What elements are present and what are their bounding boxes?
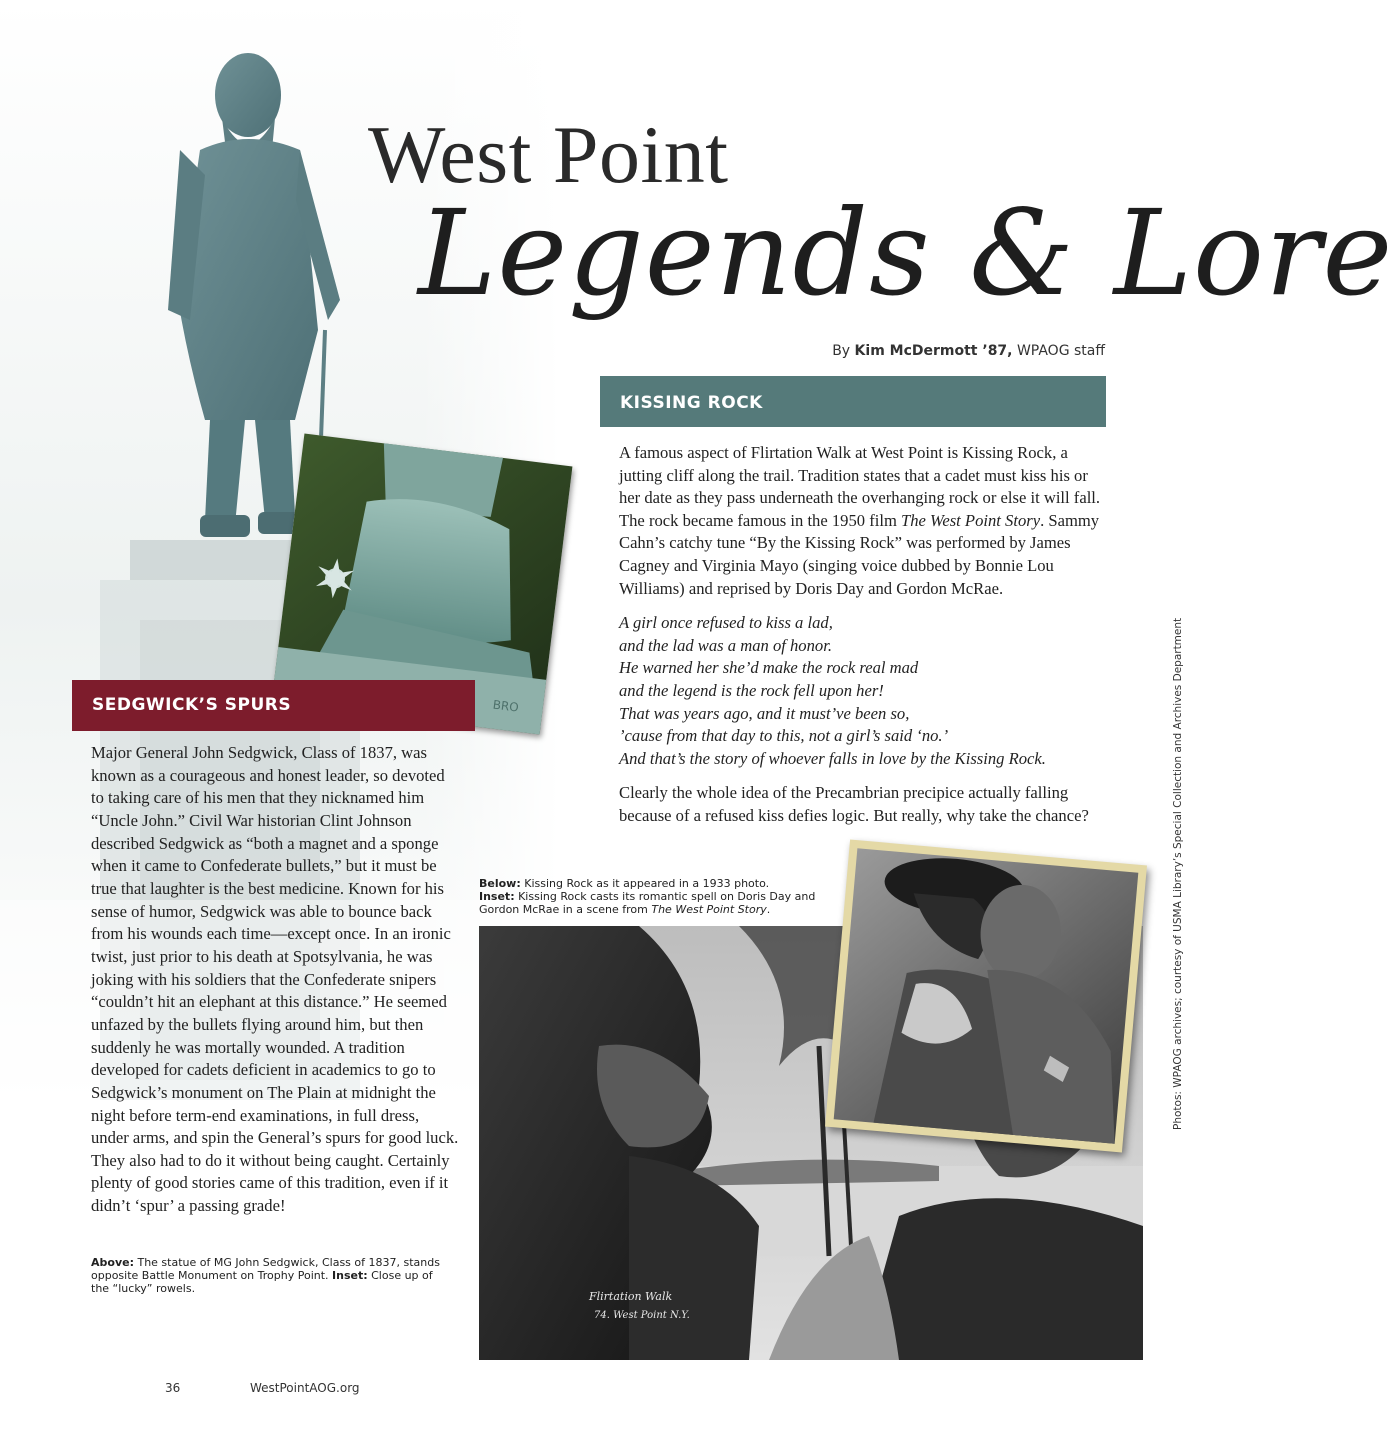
- sedgwick-spurs-heading: SEDGWICK’S SPURS: [72, 680, 475, 731]
- byline-prefix: By: [832, 343, 855, 359]
- byline-author: Kim McDermott ’87,: [854, 343, 1013, 359]
- sedgwick-caption: [91, 1256, 451, 1295]
- poem-line: and the legend is the rock fell upon her!: [619, 680, 884, 700]
- byline: [832, 343, 1105, 359]
- byline-suffix: WPAOG staff: [1012, 343, 1105, 359]
- caption-text: The statue of MG John Sedgwick, Class of 1837, stands opposite Battle Monument on Trophy Point.: [91, 1256, 440, 1282]
- caption-film-title: The West Point Story: [651, 903, 767, 916]
- page-number: 36: [165, 1381, 181, 1395]
- caption-label: Inset:: [332, 1269, 368, 1282]
- poem-line: He warned her she’d make the rock real mad: [619, 658, 919, 678]
- west-point-story-film-still: [825, 840, 1147, 1153]
- caption-text: Kissing Rock as it appeared in a 1933 photo.: [520, 877, 770, 890]
- kissing-rock-intro-end: . Sammy Cahn’s catchy tune “By the Kissing Rock” was performed by James Cagney and Virginia Mayo (singing voice dubbed by Bonnie Lou Williams) and reprised by Doris Day and Gordon McRae.: [619, 510, 1100, 598]
- kissing-rock-heading: KISSING ROCK: [600, 376, 1106, 427]
- film-title: The West Point Story: [901, 510, 1041, 530]
- article-title-line1: West Point: [368, 109, 729, 200]
- poem-line: and the lad was a man of honor.: [619, 635, 832, 655]
- kissing-rock-closing: Clearly the whole idea of the Precambrian precipice actually falling because of a refused kiss defies logic. But really, why take the chance?: [619, 783, 1089, 825]
- article-title-line2: Legends & Lore: [418, 184, 1393, 322]
- poem-line: ’cause from that day to this, not a girl’s said ‘no.’: [619, 726, 949, 746]
- spur-engraving: BRO: [491, 697, 520, 715]
- kissing-rock-caption: [479, 877, 839, 916]
- caption-text: .: [766, 903, 771, 916]
- sedgwick-paragraph: Major General John Sedgwick, Class of 1837, was known as a courageous and honest leader, so devoted to taking care of his men that they nicknamed him “Uncle John.” Civil War historian Clint Johnson described Sedgwick as “both a magnet and a sponge when it came to Confederate bullets,” but it must be true that laughter is the best medicine. Known for his sense of humor, Sedgwick was able to bounce back from his wounds each time—except once. In an ironic twist, just prior to his death at Spotsylvania, he was joking with his soldiers that the Confederate snipers “couldn’t hit an elephant at this distance.” He seemed unfazed by the bullets flying around him, but then suddenly he was mortally wounded. A tradition developed for cadets deficient in academics to go to Sedgwick’s monument on The Plain at midnight the night before term-end examinations, in full dress, under arms, and spin the General’s spurs for good luck. They also had to do it without being caught. Certainly plenty of good stories came of this tradition, even if it didn’t ‘spur’ a passing grade!: [91, 743, 459, 1216]
- caption-text: Close up of the “lucky” rowels.: [91, 1269, 433, 1295]
- caption-label: Above:: [91, 1256, 134, 1269]
- sedgwick-body: [91, 742, 459, 1218]
- caption-label: Below:: [479, 877, 521, 890]
- rock-inscription-1: Flirtation Walk: [589, 1290, 673, 1303]
- poem-line: That was years ago, and it must’ve been so,: [619, 703, 910, 723]
- kissing-rock-body: [619, 442, 1107, 840]
- kissing-rock-intro-text: A famous aspect of Flirtation Walk at West Point is Kissing Rock, a jutting cliff along the trail. Tradition states that a cadet must kiss his or her date as they pass underneath the overhanging rock or else it will fall. The rock became famous in the 1950 film: [619, 443, 1101, 530]
- kissing-rock-intro: [619, 442, 1107, 600]
- caption-label: Inset:: [479, 890, 515, 903]
- footer-site: WestPointAOG.org: [250, 1381, 360, 1395]
- kissing-rock-poem: [619, 612, 1107, 770]
- poem-line: And that’s the story of whoever falls in love by the Kissing Rock.: [619, 748, 1046, 768]
- photo-credit: Photos: WPAOG archives; courtesy of USMA Library’s Special Collection and Archives Department: [1172, 617, 1184, 1130]
- caption-text: Kissing Rock casts its romantic spell on Doris Day and Gordon McRae in a scene from: [479, 890, 816, 916]
- poem-line: A girl once refused to kiss a lad,: [619, 613, 833, 633]
- rock-inscription-2: 74. West Point N.Y.: [594, 1310, 690, 1321]
